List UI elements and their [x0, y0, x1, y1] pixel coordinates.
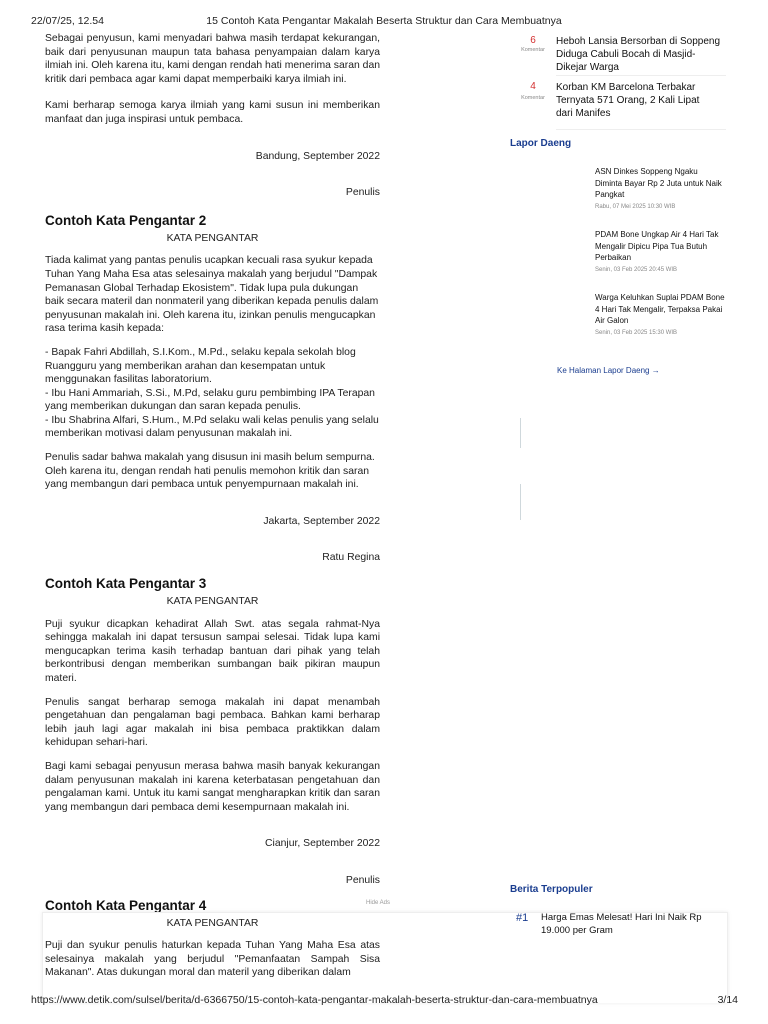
page-number: 3/14 [717, 994, 738, 1006]
section-heading: Contoh Kata Pengantar 4 [45, 897, 207, 913]
place-date: Jakarta, September 2022 [263, 515, 380, 527]
article-body [45, 32, 380, 980]
paragraph: Penulis sangat berharap semoga makalah ini dapat menambah pengetahuan dan pengalaman bagi pembaca. Bahkan kami berharap lebih jauh lagi agar makalah ini bisa pembaca praktikkan dalam kehidupan sehari-hari. [45, 696, 380, 749]
divider [556, 129, 726, 130]
comment-count: 6 [530, 35, 536, 46]
kata-pengantar-label: KATA PENGANTAR [166, 596, 259, 608]
kata-pengantar-label: KATA PENGANTAR [166, 232, 259, 244]
section-heading: Contoh Kata Pengantar 2 [45, 212, 207, 228]
signature: Penulis [345, 874, 380, 886]
hide-ads-button[interactable]: Hide Ads [366, 900, 391, 906]
divider [556, 75, 726, 76]
list-item: - Ibu Hani Ammariah, S.Si., M.Pd, selaku guru pembimbing IPA Terapan yang memberikan dukungan dan saran kepada penulis. [45, 387, 375, 413]
place-date: Bandung, September 2022 [255, 150, 380, 162]
divider [520, 418, 521, 448]
comment-label: Komentar [521, 95, 545, 101]
lapor-daeng-title: Lapor Daeng [510, 138, 572, 149]
place-date: Cianjur, September 2022 [265, 838, 380, 850]
lapor-daeng-item[interactable] [595, 229, 727, 273]
print-url: https://www.detik.com/sulsel/berita/d-6366750/15-contoh-kata-pengantar-makalah-beserta-struktur-dan-cara-membuatnya [31, 994, 598, 1006]
article-link[interactable]: ASN Dinkes Soppeng Ngaku Diminta Bayar Rp 2 Juta untuk Naik Pangkat [595, 167, 722, 199]
article-date: Senin, 03 Feb 2025 20:45 WIB [595, 266, 678, 273]
print-timestamp: 22/07/25, 12.54 [31, 15, 104, 27]
paragraph: Puji dan syukur penulis haturkan kepada Tuhan Yang Maha Esa atas selesainya makalah yang berjudul "Pemanfaatan Sampah Sisa Makanan". Atas dukungan moral dan materil yang diberikan dalam [45, 940, 380, 979]
lapor-daeng-item[interactable] [595, 292, 727, 336]
article-link[interactable]: Warga Keluhkan Suplai PDAM Bone 4 Hari Tak Mengalir, Terpaksa Pakai Air Galon [595, 293, 725, 325]
article-link[interactable]: Heboh Lansia Bersorban di Soppeng Diduga Cabuli Bocah di Masjid-Dikejar Warga [556, 36, 721, 73]
print-page-title: 15 Contoh Kata Pengantar Makalah Beserta Struktur dan Cara Membuatnya [206, 15, 562, 27]
paragraph: Kami berharap semoga karya ilmiah yang kami susun ini memberikan manfaat dan juga inspirasi untuk pembaca. [45, 100, 380, 125]
paragraph: Puji syukur dicapkan kehadirat Allah Swt. atas segala rahmat-Nya sehingga makalah ini dapat tersusun sampai selesai. Tidak lupa kami mengucapkan terima kasih terhadap bantuan dari pihak yang telah berkontribusi dengan memberikan sumbangan baik pikiran maupun materi. [45, 618, 380, 684]
article-date: Senin, 03 Feb 2025 15:30 WIB [595, 329, 678, 336]
signature: Ratu Regina [322, 552, 380, 564]
signature: Penulis [345, 187, 380, 199]
popular-rank: #1 [516, 912, 529, 924]
article-date: Rabu, 07 Mei 2025 10:30 WIB [595, 203, 676, 210]
section-heading: Contoh Kata Pengantar 3 [45, 576, 207, 592]
article-link[interactable]: PDAM Bone Ungkap Air 4 Hari Tak Mengalir Dipicu Pipa Tua Butuh Perbaikan [595, 230, 719, 262]
list-item: - Ibu Shabrina Alfari, S.Hum., M.Pd selaku wali kelas penulis yang selalu memberikan motivasi dalam penyusunan makalah ini. [45, 414, 379, 440]
kata-pengantar-label: KATA PENGANTAR [166, 917, 259, 929]
popular-title: Berita Terpopuler [510, 884, 593, 895]
paragraph: Tiada kalimat yang pantas penulis ucapkan kecuali rasa syukur kepada Tuhan Yang Maha Esa atas selesainya makalah yang berjudul "Dampak Pemanasan Global Terhadap Ekosistem". Tidak lupa pula dukungan baik secara materil dan nonmateril yang diberikan kepada penulis dalam penyusunan makalah ini. Oleh karena itu, izinkan penulis mengucapkan rasa terima kasih kepada: [45, 255, 379, 335]
paragraph: Bagi kami sebagai penyusun merasa bahwa masih banyak kekurangan dalam penyusunan makalah ini karena keterbatasan pengetahuan dan pengalaman kami. Untuk itu kami sangat mengharapkan kritik dan saran yang membangun dari pembaca demi kesempurnaan makalah ini. [45, 760, 380, 813]
article-link[interactable]: Korban KM Barcelona Terbakar Ternyata 571 Orang, 2 Kali Lipat dari Manifes [556, 82, 700, 119]
popular-article-link[interactable]: Harga Emas Melesat! Hari Ini Naik Rp 19.000 per Gram [541, 912, 702, 936]
divider [520, 484, 521, 520]
paragraph: Sebagai penyusun, kami menyadari bahwa masih terdapat kekurangan, baik dari penyusunan maupun tata bahasa penyampaian dalam karya ilmiah ini. Oleh karena itu, kami dengan rendah hati menerima saran dan kritik dari pembaca agar kami dapat memperbaiki karya ilmiah ini. [45, 33, 380, 85]
comment-count: 4 [530, 81, 536, 92]
list-item: - Bapak Fahri Abdillah, S.I.Kom., M.Pd., selaku kepala sekolah blog Ruangguru yang memberikan arahan dan kesempatan untuk menggunakan fasilitas laboratorium. [45, 346, 356, 386]
lapor-daeng-more-link[interactable]: Ke Halaman Lapor Daeng → [557, 366, 660, 375]
print-footer [0, 994, 768, 1008]
lapor-daeng-item[interactable] [595, 166, 727, 210]
print-header [0, 15, 768, 29]
comment-label: Komentar [521, 47, 545, 53]
paragraph: Penulis sadar bahwa makalah yang disusun ini masih belum sempurna. Oleh karena itu, dengan rendah hati penulis memohon kritik dan saran yang membangun dari pembaca untuk penyempurnaan makalah ini. [45, 452, 375, 491]
